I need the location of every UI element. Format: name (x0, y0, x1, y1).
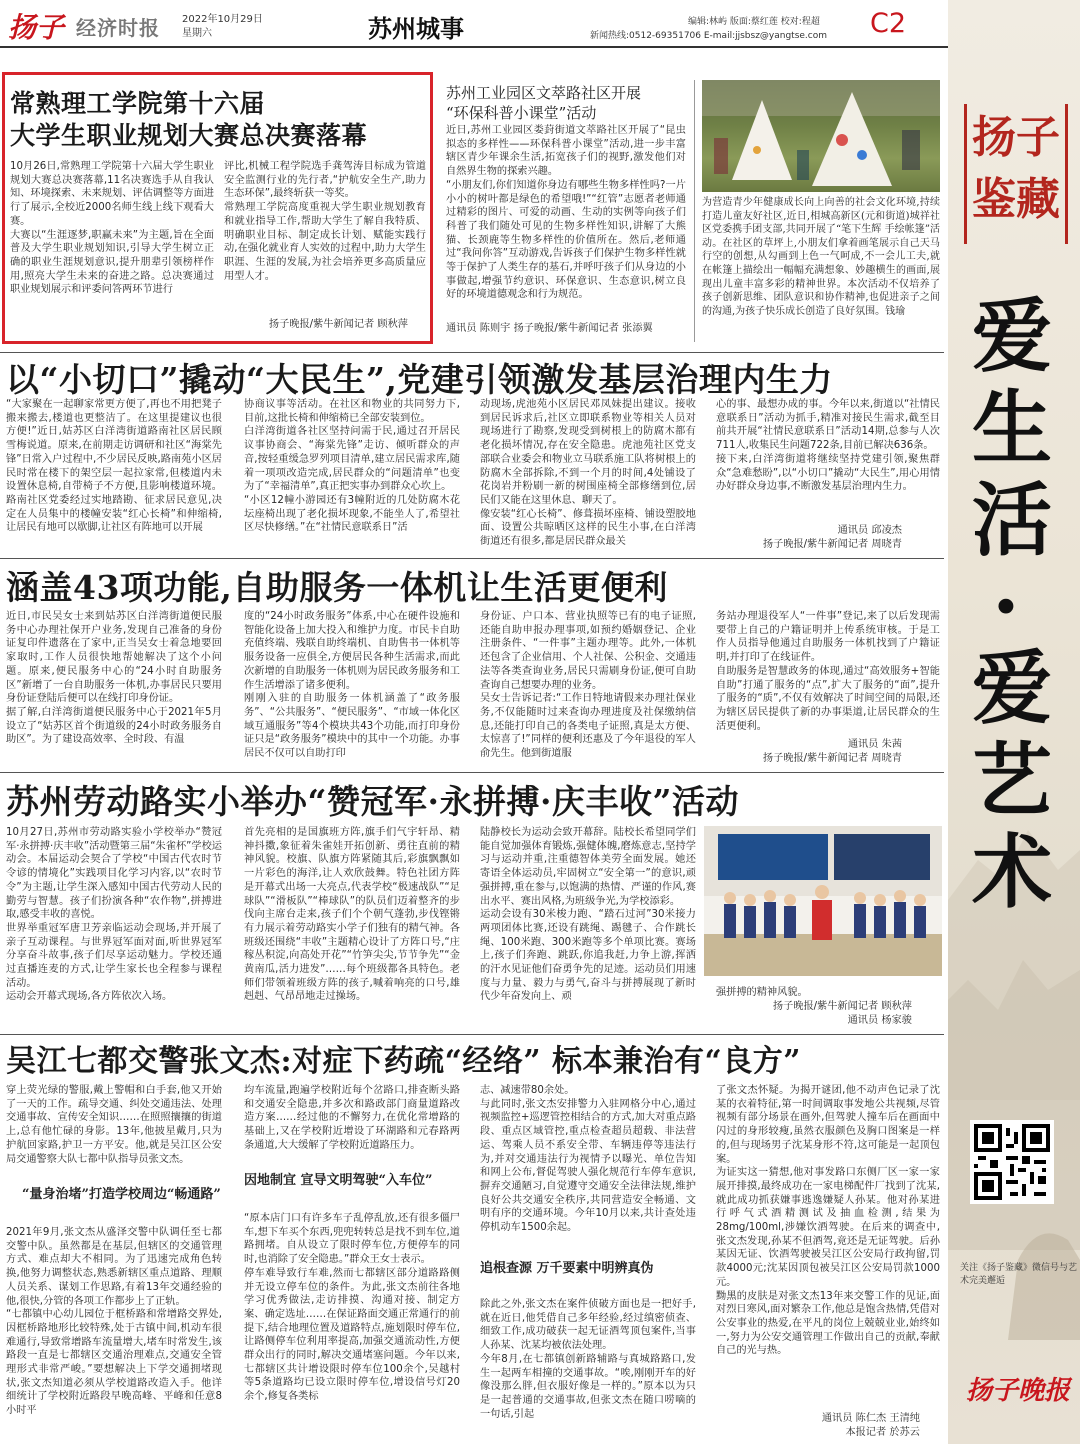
sidebar-ad (948, 0, 1080, 1444)
article-4-byline-1: 通讯员 朱茜 (847, 739, 902, 750)
sidebar-footer-logo: 扬子晚报 (966, 1376, 1071, 1406)
article-5-col1: 10月27日,苏州市劳动路实验小学校举办“赞冠军·永拼搏·庆丰收”活动暨第三届“朱雀杯”学校运动会。本届运动会契合了学校“中国古代农时节令谚的情境化”实践项目化学习内容,以“农时节令”为主题,让学生深入感知中国古代劳动人民的勤劳与智慧。孩子们扮演各种“农作物”,拼搏进取,感受丰收的喜悦。 世界举重冠军唐卫芳亲临运动会现场,并开展了亲子互动课程。与世界冠军面对面,听世界冠军分享奋斗故事,孩子们尽享运动魅力。学校还通过直播连麦的方式,让学生家长也全程参与课程活动。 运动会开幕式现场,各方阵依次入场。 (6, 827, 222, 1003)
masthead-date: 2022年10月29日 (182, 14, 263, 25)
article-4-byline-2: 扬子晚报/紫牛新闻记者 周晓青 (762, 753, 902, 764)
article-2-title-line2: “环保科普小课堂”活动 (446, 104, 597, 122)
article-1-byline: 扬子晚报/紫牛新闻记者 顾秋萍 (268, 319, 408, 330)
article-2-byline: 通讯员 陈则宇 扬子晚报/紫牛新闻记者 张添翼 (446, 323, 653, 334)
masthead-page-number: C2 (870, 8, 907, 39)
masthead-editors: 编辑:林屿 版面:蔡红莲 校对:程超 (688, 17, 820, 27)
article-6-col4: 了张文杰怀疑。为揭开谜团,他不动声色记录了沈某的衣着特征,第一时间调取事发地公共视频,尽管视频有部分场景在画外,但驾驶人撞车后在画面中闪过的身形较瘦,虽然衣服颜色及胸口图案是一样的,但与现场男子沈某身形不符,这可能是一起顶包案。 为证实这一猜想,他对事发路口东侧厂区一家一家展开排摸,最终成功在一家电梯配件厂找到了沈某,就此成功抓获嫌事逃逸嫌疑人孙某。他对孙某进行呼气式酒精测试及抽血检测,结果为28mg/100ml,涉嫌饮酒驾驶。在后来的调查中,张文杰发现,孙某不但酒驾,竟还是无证驾驶。后孙某因无证、饮酒驾驶被吴江区公安局行政拘留,罚款4000元;沈某因顶包被吴江区公安局罚款1000元。 黝黑的皮肤是对张文杰13年来交警工作的见证,面对烈日寒风,面对繁杂工作,他总是饱含热情,凭借对公安事业的热爱,在平凡的岗位上兢兢业业,始终如一,努力为公安交通管理工作做出自己的贡献,奉献自己的光与热。 (716, 1085, 940, 1357)
article-6-col1-intro: 穿上荧光绿的警服,戴上警帽和白手套,他又开始了一天的工作。疏导交通、纠处交通违法、处理交通事故、宣传安全知识……在照照攘攘的街道上,总有他忙碌的身影。13年,他披星戴月,只为护航回家路,护卫一方平安。他,就是吴江区公安局交通警察大队七都中队指导员张文杰。 (6, 1085, 222, 1165)
sidebar-slogan-char-4: 爱 (972, 641, 1052, 735)
article-2-title-line1: 苏州工业园区文萃路社区开展 (446, 84, 642, 102)
sidebar-slogan-char-5: 艺 (972, 733, 1052, 827)
article-3-col4: 心的事、最想办成的事。今年以来,街道以“社情民意联系日”活动为抓手,精准对接民生需求,截至目前共开展“社情民意联系日”活动14期,总参与人次711人,收集民生问题722条,目前已解决636条。 接下来,白洋湾街道将继续坚持党建引领,聚焦群众“急难愁盼”,以“小切口”撬动“大民生”,用心用情办好群众身边事,不断激发基层治理内生力。 (716, 399, 940, 493)
article-3-byline-1: 通讯员 邱凌杰 (837, 525, 902, 536)
article-6-rule (0, 1034, 944, 1035)
masthead-logo: 扬子 (8, 11, 65, 44)
qr-code-icon (974, 1124, 1050, 1200)
article-3-col3: 动现场,虎池苑小区居民邓凤妹提出建议。接收到居民诉求后,社区立即联系物业等相关人员对现场进行了勘察,发现受到树根上的防腐木都有老化损坏情况,存在安全隐患。虎池苑社区党支部联合业委会和物业立马联系施工队将树根上的防腐木全部拆除,不到一个月的时间,4处铺设了花岗岩并粉刷一新的树围座椅全部修缮到位,居民们又能在这里休息、聊天了。 像安装“红心长椅”、修葺损坏座椅、铺设塑胶地面、设置公共晾晒区这样的民生小事,在白洋湾街道还有很多,都是居民群众最关 (480, 399, 696, 548)
article-1-col2: 评比,机械工程学院选手龚驾涛目标成为管道安全监测行业的先行者,“护航安全生产,助力生态环保”,最终斩获一等奖。 常熟理工学院高度重视大学生职业规划教育和就业指导工作,帮助大学生了解自我特质、明确职业目标、制定成长计划、赋能实践行动,在强化就业育人实效的过程中,助力大学生职涯、生涯的发展,为社会培养更多高质量应用型人才。 (224, 161, 426, 282)
article-6-col2-body: “原本店门口有许多车子乱停乱放,还有很多僵尸车,想下车买个东西,兜兜转转总是找不到车位,道路拥堵。自从设立了限时停车位,方便停车的同时,也消除了安全隐患。”群众王女士表示。 停车难导致行车难,然而七都辖区部分道路路侧并无设立停车位的条件。为此,张文杰前往各地学习优秀做法,走访排摸、沟通对接、制定方案、确定选址……在保证路面交通正常通行的前提下,结合地理位置及道路特点,施划限时停车位,让路侧停车位利用率提高,加强交通流动性,方便群众出行的同时,解决交通堵塞问题。今年以来,七都辖区共计增设限时停车位100余个,吴越村等5条道路均已设立限时停车位,增设信号灯20余个,修复各类标 (244, 1213, 460, 1403)
article-6-byline-1: 通讯员 陈仁杰 王清纯 (821, 1413, 920, 1424)
photo-school-illustration (704, 826, 942, 976)
photo-tent-painting (702, 80, 940, 192)
article-6-byline-2: 本报记者 於苏云 (845, 1427, 920, 1438)
article-3-col1: “大家聚在一起聊家常更方便了,再也不用把凳子搬来搬去,楼道也更整洁了。在这里提建议也很方便!”近日,姑苏区白洋湾街道路南社区居民顾雪梅说道。原来,在前期走访调研和社区“海棠先锋”日常入户过程中,不少居民反映,路南苑小区居民时常在楼下的架空层一起拉家常,但楼道内未设置休息椅,自带椅子不方便,且影响楼道环境。路南社区党委经过实地踏勘、征求居民意见,决定在人员集中的楼幢安装“红心长椅”和伸缩椅,让居民有地可以歇脚,让社区有阵地可以开展 (6, 399, 222, 534)
article-5-col3: 陆静校长为运动会致开幕辞。陆校长希望同学们能自觉加强体育锻炼,强健体魄,磨炼意志,坚持学习与运动并重,注重德智体美劳全面发展。她还寄语全体运动员,牢固树立“安全第一”的意识,顽强拼搏,重在参与,以饱满的热情、严谨的作风,赛出水平、赛出风格,为班级争光,为学校添彩。 运动会设有30米梭力跑、“踏石过河”30米接力两项团体比赛,还设有跳绳、踢毽子、合作跳长绳、100米跑、300米跑等多个单项比赛。赛场上,孩子们奔跑、跳跃,你追我赶,力争上游,挥洒的汗水见证他们奋勇争先的足迹。运动员们用速度与力量、毅力与勇气,奋斗与拼搏展现了新时代少年奋发向上、顽 (480, 827, 696, 1003)
masthead-weekday: 星期六 (182, 28, 212, 39)
masthead (0, 0, 1080, 46)
article-2-text: 近日,苏州工业园区娄葑街道文萃路社区开展了“昆虫拟态的多样性——环保科普小课堂”活动,进一步丰富辖区青少年课余生活,拓宽孩子们的视野,激发他们对自然界生物的探索兴趣。 “小朋友们,你们知道你身边有哪些生物多样性吗?一片小小的树叶都是绿色的希望哦!”“红管”志愿者老师通过精彩的图片、可爱的动画、生动的实例等向孩子们科普了我们随处可见的生物多样性知识,讲解了大熊猫、长颈鹿等生物多样性的价值所在。然后,老师通过“我问你答”互动游戏,告诉孩子们保护生物多样性就等于保护了人类生存的基石,并呼吁孩子们从身边的小事做起,增强节约意识、环保意识、生态意识,树立良好的环境道德观念和行为规范。 (446, 125, 686, 301)
masthead-hotline: 新闻热线:0512-69351706 E-mail:jjsbsz@yangtse.com (590, 31, 828, 41)
article-6-col3-subhead: 追根查源 万千要素中明辨真伪 (480, 1261, 654, 1276)
sidebar-brand-line2: 鉴藏 (972, 174, 1060, 225)
sidebar-qr-caption: 关注《扬子鉴藏》微信号与艺术完美邂逅 (960, 1263, 1078, 1286)
photo-tent-caption: 为营造青少年健康成长向上向善的社会文化环境,持续打造儿童友好社区,近日,相城高新区(元和街道)城祥社区党委携手团支部,共同开展了“笔下生辉 手绘帐篷”活动。在社区的草坪上,小朋友们拿着画笔展示自己天马行空的创想,从勾画到上色一气呵成,不一会儿工夫,就在帐篷上描绘出一幅幅充满想象、妙趣横生的画面,展现出儿童丰富多彩的精神世界。本次活动不仅培养了孩子创新思维、团队意识和协作精神,也促进亲子之间的沟通,为孩子快乐成长创造了良好氛围。钱瑜 (702, 197, 940, 317)
article-6-col1-subhead: “量身治堵”打造学校周边“畅通路” (22, 1187, 221, 1202)
column-divider (694, 80, 695, 342)
article-6-col1-body: 2021年9月,张文杰从盛泽交警中队调任至七都交警中队。虽然都是在基层,但辖区的交通管理方式、难点却大不相同。为了迅速完成角色转换,他努力调整状态,熟悉新辖区重点道路、理顺人员关系、谋划工作思路,有着13年交通经验的他,很快,分管的各项工作都步上了正轨。 “七都镇中心幼儿园位于框桥路和常增路交界处,因框桥路地形比较特殊,处于古镇中间,机动车很难通行,导致常增路车流量增大,堵车时常发生,该路段一直是七都辖区交通治理难点,交通安全管理形式非常严峻。”要想解决上下学交通拥堵现状,张文杰知道必须从学校道路改造入手。他详细统计了学校附近路段早晚高峰、平峰和任意8小时平 (6, 1227, 222, 1417)
article-6-col3-intro: 志、减速带80余处。 与此同时,张文杰安排警力入驻网格分中心,通过视频监控+巡逻管控相结合的方式,加大对重点路段、重点区域管控,重点检查超员超载、非法营运、驾乘人员不系安全带、车辆违停等违法行为,并对交通违法行为视情予以曝光、单位告知和网上公布,督促驾驶人强化规范行车停车意识,摒弃交通陋习,自觉遵守交通安全法律法规,维护良好公共交通安全秩序,共同营造安全畅通、文明有序的交通环境。今年10月以来,共计查处违停机动车1500余起。 (480, 1085, 696, 1234)
photo-tent-illustration (702, 80, 940, 192)
sidebar-slogan-char-2: 生 (972, 381, 1052, 475)
article-4-col4: 务站办理退役军人“一件事”登记,来了以后发现需要带上自己的户籍证明并上传系统审核。于是工作人员指导他通过自助服务一体机找到了户籍证明,并打印了在线证件。 自助服务是智慧政务的体现,通过“高效服务+智能自助”打通了服务的“点”,扩大了服务的“面”,提升了服务的“质”,不仅有效解决了时间空间的局限,还为辖区居民提供了新的办事渠道,让居民群众的生活更便利。 (716, 611, 940, 732)
article-3-rule (0, 352, 944, 353)
article-5-byline-1: 扬子晚报/紫牛新闻记者 顾秋萍 (772, 1001, 912, 1012)
article-4-title: 涵盖43项功能,自助服务一体机让生活更便利 (6, 568, 668, 607)
masthead-section: 苏州城事 (368, 14, 464, 43)
article-4-col1: 近日,市民吴女士来到姑苏区白洋湾街道便民服务中心办理社保开户业务,发现自己准备的身份证复印件遗落在了家中,正当吴女士着急地要回家取时,工作人员很快地帮她解决了这个小问题。原来,便民服务中心的“24小时自助服务区”新增了一台自助服务一体机,办事居民只要用身份证登陆后便可以在线打印身份证。 据了解,白洋湾街道便民服务中心于2021年5月设立了“姑苏区首个街道级的24小时政务服务自助区”。为了建设高效率、全时段、有温 (6, 611, 222, 746)
sidebar-slogan-char-3: 活 (972, 473, 1052, 567)
article-5-title: 苏州劳动路实小举办“赞冠军·永拼搏·庆丰收”活动 (6, 782, 739, 821)
sidebar-slogan-char-6: 术 (972, 825, 1052, 919)
sidebar-brand-line1: 扬子 (972, 112, 1060, 163)
article-4-col2: 度的“24小时政务服务”体系,中心在硬件设施和智能化设备上加大投入和维护力度。市民卡自助充值终端、残联自助终端机、自助售书一体机等服务设备一应俱全,方便居民各种生活需求,而此次新增的自助服务一体机则为居民政务服务和工作生活增添了诸多便利。 刚刚入驻的自助服务一体机涵盖了“政务服务”、“公共服务”、“便民服务”、“市域一体化区域互通服务”等4个模块共43个功能,而打印身份证只是“政务服务”模块中的其中一个功能。办事居民不仅可以自助打印 (244, 611, 460, 760)
article-5-col2: 首先亮相的是国旗班方阵,旗手们气宇轩昂、精神抖擞,象征着朱雀娃开拓创新、勇往直前的精神风貌。校旗、队旗方阵紧随其后,彩旗飘飘如一片彩色的海洋,让人欢欣鼓舞。特色社团方阵是开幕式出场一大亮点,代表学校“极速战队”“足球队”“滑板队”“棒球队”的队员们迈着整齐的步伐向主席台走来,孩子们个个朝气蓬勃,步伐铿锵有力展示着劳动路实小学子们独有的精气神。各班级还围绕“丰收”主题精心设计了方阵口号,“庄稼丛积淀,向高处开花”“竹笋尖尖,节节争先”“金黄南瓜,活力进发”……每个班级都各具特色。老师们带领着班级方阵的孩子,喊着响亮的口号,雄赳赳、气昂昂地走过操场。 (244, 827, 460, 1003)
article-1-title-line2: 大学生职业规划大赛总决赛落幕 (10, 121, 368, 150)
article-3-col2: 协商议事等活动。在社区和物业的共同努力下,目前,这批长椅和伸缩椅已全部安装到位。 白洋湾街道各社区坚持问需于民,通过召开居民议事协商会、“海棠先锋”走访、倾听群众的声音,按轻重缓急罗列项目清单,建立居民需求库,随着一项项改造完成,居民群众的“问题清单”也变为了“幸福清单”,真正把实事办到群众心坎上。 “小区12幢小游园还有3幢附近的几处防腐木花坛座椅出现了老化损坏现象,不能坐人了,希望社区尽快修缮。”在“社情民意联系日”活 (244, 399, 460, 534)
article-1-title-line1: 常熟理工学院第十六届 (10, 89, 266, 118)
article-4-rule (0, 558, 944, 559)
photo-school-athletes (704, 826, 942, 976)
sidebar-slogan-dot: · (992, 559, 1020, 653)
article-1-col1: 10月26日,常熟理工学院第十六届大学生职业规划大赛总决赛落幕,11名决赛选手从自我认知、环境探索、未来规划、评估调整等方面进行了展示,全校近2000名师生线上线下观看大赛。 大赛以“生涯逐梦,职赢未来”为主题,旨在全面普及大学生职业规划知识,引导大学生树立正确的职业生涯规划意识,提升朋辈引领榜样作用,照亮大学生未来的奋进之路。总决赛通过职业规划展示和评委问答两环节进行 (10, 161, 214, 296)
article-5-byline-2: 通讯员 杨家骏 (847, 1015, 912, 1026)
article-3-byline-2: 扬子晚报/紫牛新闻记者 周晓青 (762, 539, 902, 550)
masthead-paper-name: 经济时报 (76, 16, 160, 40)
article-6-col2-intro: 均车流量,跑遍学校附近每个岔路口,排查断头路和交通安全隐患,并多次和路政部门商量道路改造方案……经过他的不懈努力,在优化常增路的基础上,又在学校附近增设了环湖路和元春路两条通道,大大缓解了学校附近道路压力。 (244, 1085, 460, 1151)
article-6-col2-subhead: 因地制宜 宣导文明驾驶“入车位” (244, 1173, 433, 1188)
qr-code[interactable] (970, 1120, 1054, 1204)
masthead-rule (0, 46, 948, 48)
article-5-rule (0, 772, 944, 773)
article-6-col3-body: 除此之外,张文杰在案件侦破方面也是一把好手,就在近日,他凭借自己多年经验,经过缜密侦查、细致工作,成功破获一起无证酒驾顶包案件,当事人孙某、沈某均被依法处理。 今年8月,在七都镇创新路辅路与真城路路口,发生一起两车相撞的交通事故。“唉,刚刚开车的好像没那么胖,但衣服好像是一样的。”原本以为只是一起普通的交通事故,但张文杰在随口唠嘀的一句话,引起 (480, 1299, 696, 1420)
article-6-title: 吴江七都交警张文杰:对症下药疏“经络” 标本兼治有“良方” (6, 1044, 802, 1079)
sidebar-slogan-char-1: 爱 (972, 289, 1052, 383)
article-4-col3: 身份证、户口本、营业执照等已有的电子证照,还能自助申报办理事项,如预约婚姻登记、企业注册条件、“一件事”主题办理等。此外,一体机还包含了企业信用、个人社保、公积金、交通违法等各类查询业务,居民只需刷身份证,便可自助查询自己想要办理的业务。 吴女士告诉记者:“工作日特地请假来办理社保业务,不仅能随时过来查询办理进度及社保缴纳信息,还能打印自己的各类电子证照,真是太方便、太惊喜了!”同样的便利还惠及了今年退役的军人俞先生。他到街道服 (480, 611, 696, 760)
article-5-photo-caption: 强拼搏的精神风貌。 (716, 987, 808, 998)
article-3-title: 以“小切口”撬动“大民生”,党建引领激发基层治理内生力 (6, 360, 833, 399)
